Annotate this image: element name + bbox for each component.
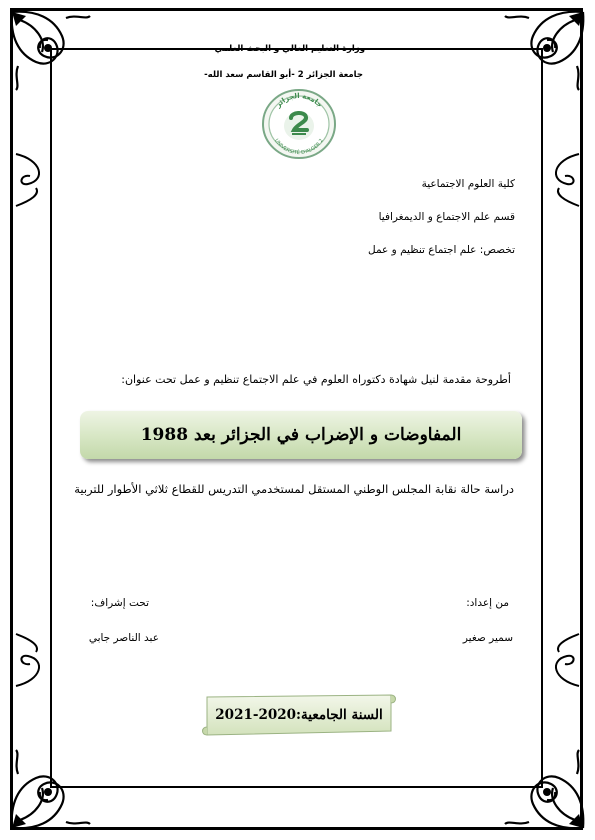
corner-ornament-top-right <box>499 6 589 96</box>
thesis-title: المفاوضات و الإضراب في الجزائر بعد 1988 <box>140 425 462 445</box>
side-ornament-right-top <box>539 150 583 210</box>
logo-latin-text: UNIVERSITÉ D'ALGER 2 <box>273 137 325 157</box>
prepared-by-label: من إعداد: <box>466 597 509 609</box>
author-name: سمير صغير <box>462 632 513 644</box>
corner-ornament-bottom-left <box>6 744 96 834</box>
faculty-name: كلية العلوم الاجتماعية <box>421 178 515 190</box>
side-ornament-left-top <box>12 150 56 210</box>
university-of-algiers-2-logo-icon <box>259 86 339 160</box>
supervised-by-label: تحت إشراف: <box>90 597 149 609</box>
corner-ornament-top-left <box>6 6 96 96</box>
title-box <box>80 411 522 459</box>
logo-arabic-text: جامعة الجزائر <box>274 91 324 110</box>
side-ornament-left-bottom <box>12 630 56 690</box>
corner-ornament-bottom-right <box>499 744 589 834</box>
specialty: تخصص: علم اجتماع تنظيم و عمل <box>368 244 515 256</box>
thesis-subtitle: دراسة حالة نقابة المجلس الوطني المستقل لمستخدمي التدريس للقطاع ثلاثي الأطوار للتربية <box>74 482 514 496</box>
ministry-name: وزارة التعليم العالي و البحث العلمي <box>214 44 365 54</box>
university-name: جامعة الجزائر 2 -أبو القاسم سعد الله- <box>204 70 363 80</box>
thesis-intro: أطروحة مقدمة لنيل شهادة دكتوراه العلوم في علم الاجتماع تنظيم و عمل تحت عنوان: <box>121 373 511 386</box>
academic-year-container <box>201 693 397 737</box>
academic-year: السنة الجامعية:2020-2021 <box>215 707 383 723</box>
supervisor-name: عبد الناصر جابي <box>88 632 159 644</box>
side-ornament-right-bottom <box>539 630 583 690</box>
department-name: قسم علم الاجتماع و الديمغرافيا <box>378 211 515 223</box>
